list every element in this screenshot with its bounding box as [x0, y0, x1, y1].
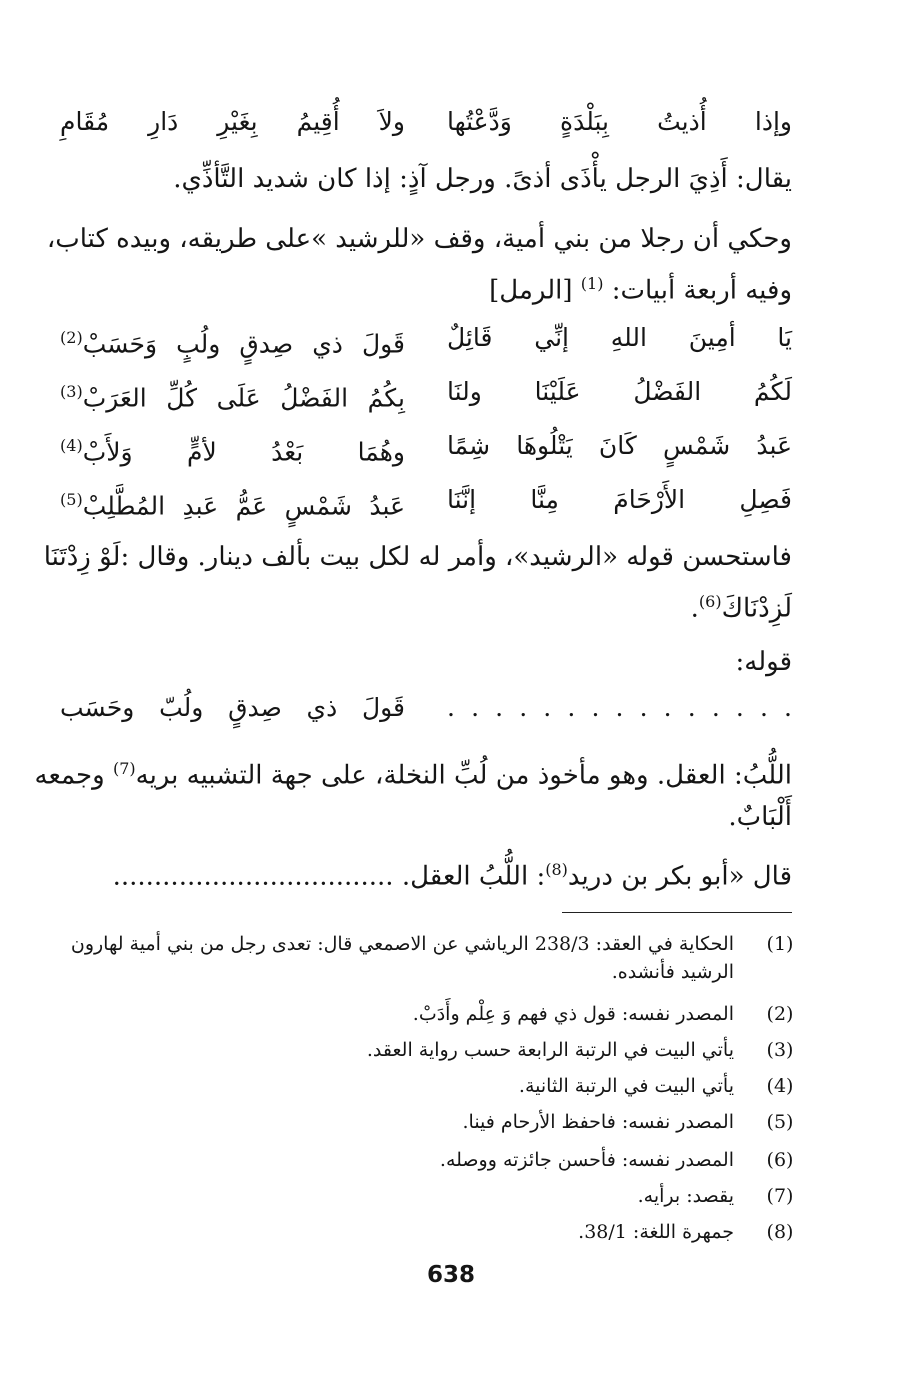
hemistich-text: بِكُمُ الفَضْلُ عَلَى كُلِّ العَرَبْ — [82, 383, 405, 413]
hemistich-text: عَبدُ شَمْسٍ عَمُّ عَبدِ المُطَّلِبْ — [82, 491, 405, 521]
verse-first-hemistich: عَبدُ شَمْسٍ كَانَ يَتْلُوهَا شِمًا — [447, 431, 792, 460]
paragraph-text: : اللُّبُ العقل. — [401, 861, 546, 892]
footnote-text: يأتي البيت في الرتبة الثانية. — [518, 1075, 734, 1097]
paragraph: يقال: أَذِيَ الرجل يأْذَى أذىً. ورجل آذٍ: إذا كان شديد التَّأذِّي. — [173, 164, 792, 194]
footnote-text: يقصد: برأيه. — [637, 1185, 734, 1207]
footnote-number: (7) — [766, 1185, 794, 1207]
verse-second-hemistich: ولاَ أُقِيمُ بِغَيْرِ دَارِ مُقَامِ — [60, 107, 405, 136]
paragraph-line — [60, 267, 792, 308]
ellipsis-dots: .................................. — [112, 861, 394, 892]
verse-first-hemistich-placeholder: . . . . . . . . . . . . . . . — [447, 693, 792, 722]
footnote-text: المصدر نفسه: قول ذي فهم وَ عِلْم وأَدَبْ. — [412, 1003, 734, 1025]
footnote-ref[interactable]: (3) — [60, 382, 83, 401]
page-number: 638 — [426, 1262, 475, 1288]
footnote-ref[interactable]: (6) — [698, 592, 722, 611]
paragraph-text: وفيه أربعة أبيات: — [611, 275, 792, 306]
paragraph-text: اللُّبُ: العقل. وهو مأخوذ من لُبِّ النخلة، على جهة التشبيه بريه — [135, 760, 792, 791]
verse-first-hemistich: وإذا أُذيتُ بِبَلْدَةٍ وَدَّعْتُها — [447, 107, 792, 136]
footnote-separator — [562, 912, 792, 913]
hemistich-text: قَولَ ذي صِدقٍ ولُبٍ وَحَسَبْ — [82, 329, 405, 359]
footnote-ref[interactable]: (7) — [112, 759, 136, 778]
paragraph-line: وحكي أن رجلا من بني أمية، وقف «للرشيد »على طريقه، وبيده كتاب، — [46, 224, 792, 254]
footnote-ref[interactable]: (5) — [60, 490, 83, 509]
footnote-text: المصدر نفسه: فأحسن جائزته ووصله. — [439, 1149, 734, 1171]
footnote-text: يأتي البيت في الرتبة الرابعة حسب رواية العقد. — [366, 1039, 734, 1061]
footnote-number: (4) — [766, 1075, 794, 1097]
footnote-text: الحكاية في العقد: 238/3 الرياشي عن الاصمعي قال: تعدى رجل من بني أمية لهارون الرشيد فأنشده. — [70, 933, 734, 983]
verse-second-hemistich — [60, 426, 405, 472]
verse-first-hemistich: لَكُمُ الفَضْلُ عَلَيْنَا ولنَا — [447, 377, 792, 406]
footnote-ref[interactable]: (4) — [60, 436, 83, 455]
footnote-number: (2) — [766, 1003, 794, 1025]
verse-line — [60, 318, 792, 358]
footnote — [55, 930, 794, 986]
verse-second-hemistich — [60, 480, 405, 526]
paragraph-text: قال «أبو بكر بن دريد — [567, 861, 792, 892]
paragraph-line: أَلْبَابٌ. — [728, 802, 792, 832]
paragraph-line: قوله: — [735, 647, 792, 677]
verse-line — [60, 688, 792, 728]
paragraph-text: لَزِدْنَاكَ — [721, 593, 792, 624]
footnote-number: (1) — [766, 933, 794, 955]
footnote-number: (6) — [766, 1149, 794, 1171]
footnote-ref[interactable]: (8) — [545, 860, 568, 879]
paragraph-line: فاستحسن قوله «الرشيد»، وأمر له لكل بيت بألف دينار. وقال :لَوْ زِدْتَنَا — [43, 542, 792, 572]
footnote-text: المصدر نفسه: فاحفظ الأرحام فينا. — [462, 1111, 734, 1133]
paragraph-line — [60, 585, 792, 626]
footnote-ref[interactable]: (1) — [580, 274, 604, 293]
paragraph-text: وجمعه — [34, 760, 113, 791]
verse-line — [60, 426, 792, 466]
period: . — [690, 593, 699, 624]
verse-second-hemistich — [60, 318, 405, 364]
paragraph-line — [60, 853, 792, 894]
verse-line — [60, 372, 792, 412]
verse-second-hemistich — [60, 372, 405, 418]
verse-line — [60, 480, 792, 520]
footnote-number: (5) — [766, 1111, 794, 1133]
paragraph-line — [34, 752, 792, 793]
verse-first-hemistich: يَا أمِينَ اللهِ إنِّي قَائِلٌ — [447, 323, 792, 352]
verse-first-hemistich: فَصِلِ الأَرْحَامَ مِنَّا إنَّنَا — [447, 485, 792, 514]
verse-line — [60, 102, 792, 142]
footnote-text: جمهرة اللغة: 38/1. — [578, 1221, 734, 1243]
footnote-number: (3) — [766, 1039, 794, 1061]
meter-label: [الرمل] — [489, 275, 573, 306]
verse-second-hemistich: قَولَ ذي صِدقٍ ولُبّ وحَسَب — [60, 693, 405, 722]
footnote-number: (8) — [766, 1221, 794, 1243]
hemistich-text: وهُمَا بَعْدُ لأمٍّ وَلأَبْ — [82, 437, 405, 467]
footnote-ref[interactable]: (2) — [60, 328, 83, 347]
